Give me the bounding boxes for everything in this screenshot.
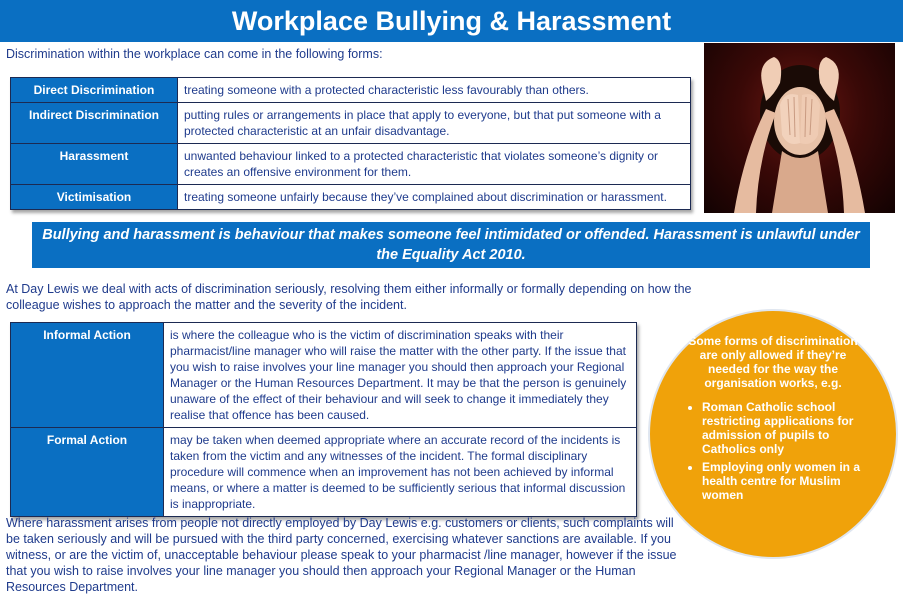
callout-heading: Some forms of discrimination are only allowed if they’re needed for the way the organisation works, e.g.: [688, 334, 858, 390]
banner-text: Bullying and harassment is behaviour that makes someone feel intimidated or offended. Harassment is unlawful under the Equality Act 2010.: [42, 227, 860, 263]
definition-banner: [32, 222, 870, 268]
distressed-person-photo: [704, 43, 895, 213]
intro-text: Discrimination within the workplace can come in the following forms:: [6, 47, 383, 61]
definition-desc: treating someone unfairly because they’ve complained about discrimination or harassment.: [178, 185, 691, 210]
definition-desc: putting rules or arrangements in place that apply to everyone, but that put someone with a protected characteristic at an unfair disadvantage.: [178, 103, 691, 144]
definition-term: Indirect Discrimination: [11, 103, 178, 144]
actions-table: [10, 322, 637, 517]
table-row: [11, 185, 691, 210]
definition-term: Direct Discrimination: [11, 78, 178, 103]
distressed-person-illustration: [704, 43, 895, 213]
third-party-paragraph: Where harassment arises from people not directly employed by Day Lewis e.g. customers or clients, such complaints will be taken seriously and will be pursued with the third party concerned, exercising whatever sanctions are available. If you witness, or are the victim of, unacceptable behaviour please speak to your pharmacist /line manager, however if the issue that you wish to raise involves your line manager you should then approach your Regional Manager or the Human Resources Department.: [6, 516, 677, 594]
definition-term: Victimisation: [11, 185, 178, 210]
callout-list: [680, 400, 866, 502]
page-title: Workplace Bullying & Harassment: [231, 5, 672, 36]
definition-desc: unwanted behaviour linked to a protected characteristic that violates someone’s dignity or creates an offensive environment for them.: [178, 144, 691, 185]
action-desc: is where the colleague who is the victim of discrimination speaks with their pharmacist/line manager who will raise the matter with the other party. If the issue that you wish to raise involves your line manager you should then approach your Regional Manager or the Human Resources Department. It may be that the person is genuinely unaware of the effect of their behaviour and will seek to change it immediately they realise that offence has been caused.: [164, 323, 637, 428]
definitions-table: [10, 77, 691, 210]
resolution-paragraph: At Day Lewis we deal with acts of discrimination seriously, resolving them either informally or formally depending on how the colleague wishes to approach the matter and the severity of the incident.: [6, 282, 692, 312]
list-item: • Roman Catholic school restricting applications for admission of pupils to Catholics only: [702, 400, 866, 456]
callout-text: [680, 334, 866, 506]
action-term: Informal Action: [11, 323, 164, 428]
action-desc: may be taken when deemed appropriate where an accurate record of the incidents is taken from the victim and any witnesses of the incident. The formal disciplinary procedure will commence when an improvement has not been achieved by informal means, or where a matter is deemed to be sufficiently serious that informal discussion is inappropriate.: [164, 428, 637, 517]
action-term: Formal Action: [11, 428, 164, 517]
table-row: [11, 144, 691, 185]
table-row: [11, 323, 637, 428]
definition-term: Harassment: [11, 144, 178, 185]
table-row: [11, 103, 691, 144]
list-item: • Employing only women in a health centre for Muslim women: [702, 460, 866, 502]
definition-desc: treating someone with a protected characteristic less favourably than others.: [178, 78, 691, 103]
table-row: [11, 428, 637, 517]
title-bar: [0, 0, 903, 42]
table-row: [11, 78, 691, 103]
